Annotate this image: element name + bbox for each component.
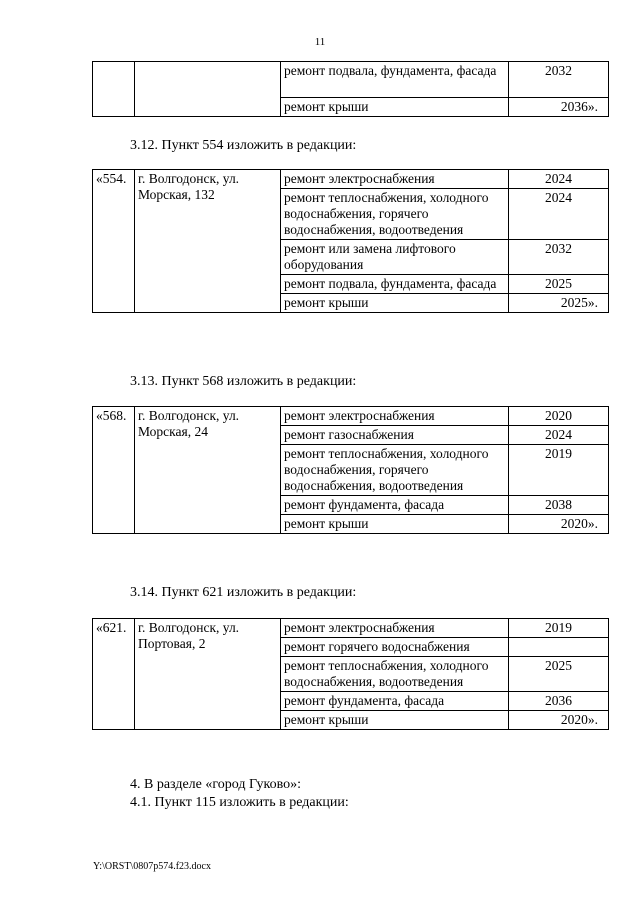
year-cell: 2020».	[509, 711, 609, 730]
work-cell: ремонт крыши	[281, 294, 509, 313]
year-cell: 2038	[509, 496, 609, 515]
work-cell: ремонт фундамента, фасада	[281, 692, 509, 711]
heading-4: 4. В разделе «город Гуково»:	[130, 777, 302, 792]
table-row	[93, 170, 609, 189]
footer-file-path: Y:\ORST\0807p574.f23.docx	[93, 861, 211, 872]
number-cell: «554.	[93, 170, 135, 313]
heading-4-1: 4.1. Пункт 115 изложить в редакции:	[130, 795, 349, 810]
year-cell: 2024	[509, 189, 609, 240]
address-cell	[135, 62, 281, 117]
heading-3-12: 3.12. Пункт 554 изложить в редакции:	[130, 138, 357, 153]
year-cell: 2019	[509, 445, 609, 496]
table-continuation	[92, 61, 609, 117]
year-cell: 2024	[509, 426, 609, 445]
year-cell: 2036».	[509, 98, 609, 117]
year-cell: 2020	[509, 407, 609, 426]
work-cell: ремонт или замена лифтового оборудования	[281, 240, 509, 275]
table-row	[93, 619, 609, 638]
address-cell: г. Волгодонск, ул. Морская, 132	[135, 170, 281, 313]
year-cell: 2025	[509, 275, 609, 294]
work-cell: ремонт электроснабжения	[281, 407, 509, 426]
number-cell: «568.	[93, 407, 135, 534]
year-cell: 2032	[509, 62, 609, 98]
work-cell: ремонт фундамента, фасада	[281, 496, 509, 515]
year-cell: 2025».	[509, 294, 609, 313]
table-row	[93, 407, 609, 426]
year-cell: 2025	[509, 657, 609, 692]
year-cell: 2032	[509, 240, 609, 275]
address-cell: г. Волгодонск, ул. Портовая, 2	[135, 619, 281, 730]
work-cell: ремонт подвала, фундамента, фасада	[281, 275, 509, 294]
number-cell: «621.	[93, 619, 135, 730]
number-cell	[93, 62, 135, 117]
year-cell: 2024	[509, 170, 609, 189]
work-cell: ремонт крыши	[281, 515, 509, 534]
year-cell: 2020».	[509, 515, 609, 534]
year-cell	[509, 638, 609, 657]
year-cell: 2036	[509, 692, 609, 711]
table-568	[92, 406, 609, 534]
address-cell: г. Волгодонск, ул. Морская, 24	[135, 407, 281, 534]
work-cell: ремонт подвала, фундамента, фасада	[281, 62, 509, 98]
work-cell: ремонт крыши	[281, 711, 509, 730]
work-cell: ремонт теплоснабжения, холодного водоснабжения, горячего водоснабжения, водоотведения	[281, 189, 509, 240]
heading-3-14: 3.14. Пункт 621 изложить в редакции:	[130, 585, 357, 600]
work-cell: ремонт теплоснабжения, холодного водоснабжения, водоотведения	[281, 657, 509, 692]
work-cell: ремонт крыши	[281, 98, 509, 117]
work-cell: ремонт электроснабжения	[281, 170, 509, 189]
table-554	[92, 169, 609, 313]
work-cell: ремонт электроснабжения	[281, 619, 509, 638]
table-row	[93, 62, 609, 98]
table-621	[92, 618, 609, 730]
work-cell: ремонт теплоснабжения, холодного водоснабжения, горячего водоснабжения, водоотведения	[281, 445, 509, 496]
page-number: 11	[314, 36, 326, 48]
work-cell: ремонт горячего водоснабжения	[281, 638, 509, 657]
work-cell: ремонт газоснабжения	[281, 426, 509, 445]
heading-3-13: 3.13. Пункт 568 изложить в редакции:	[130, 374, 357, 389]
year-cell: 2019	[509, 619, 609, 638]
